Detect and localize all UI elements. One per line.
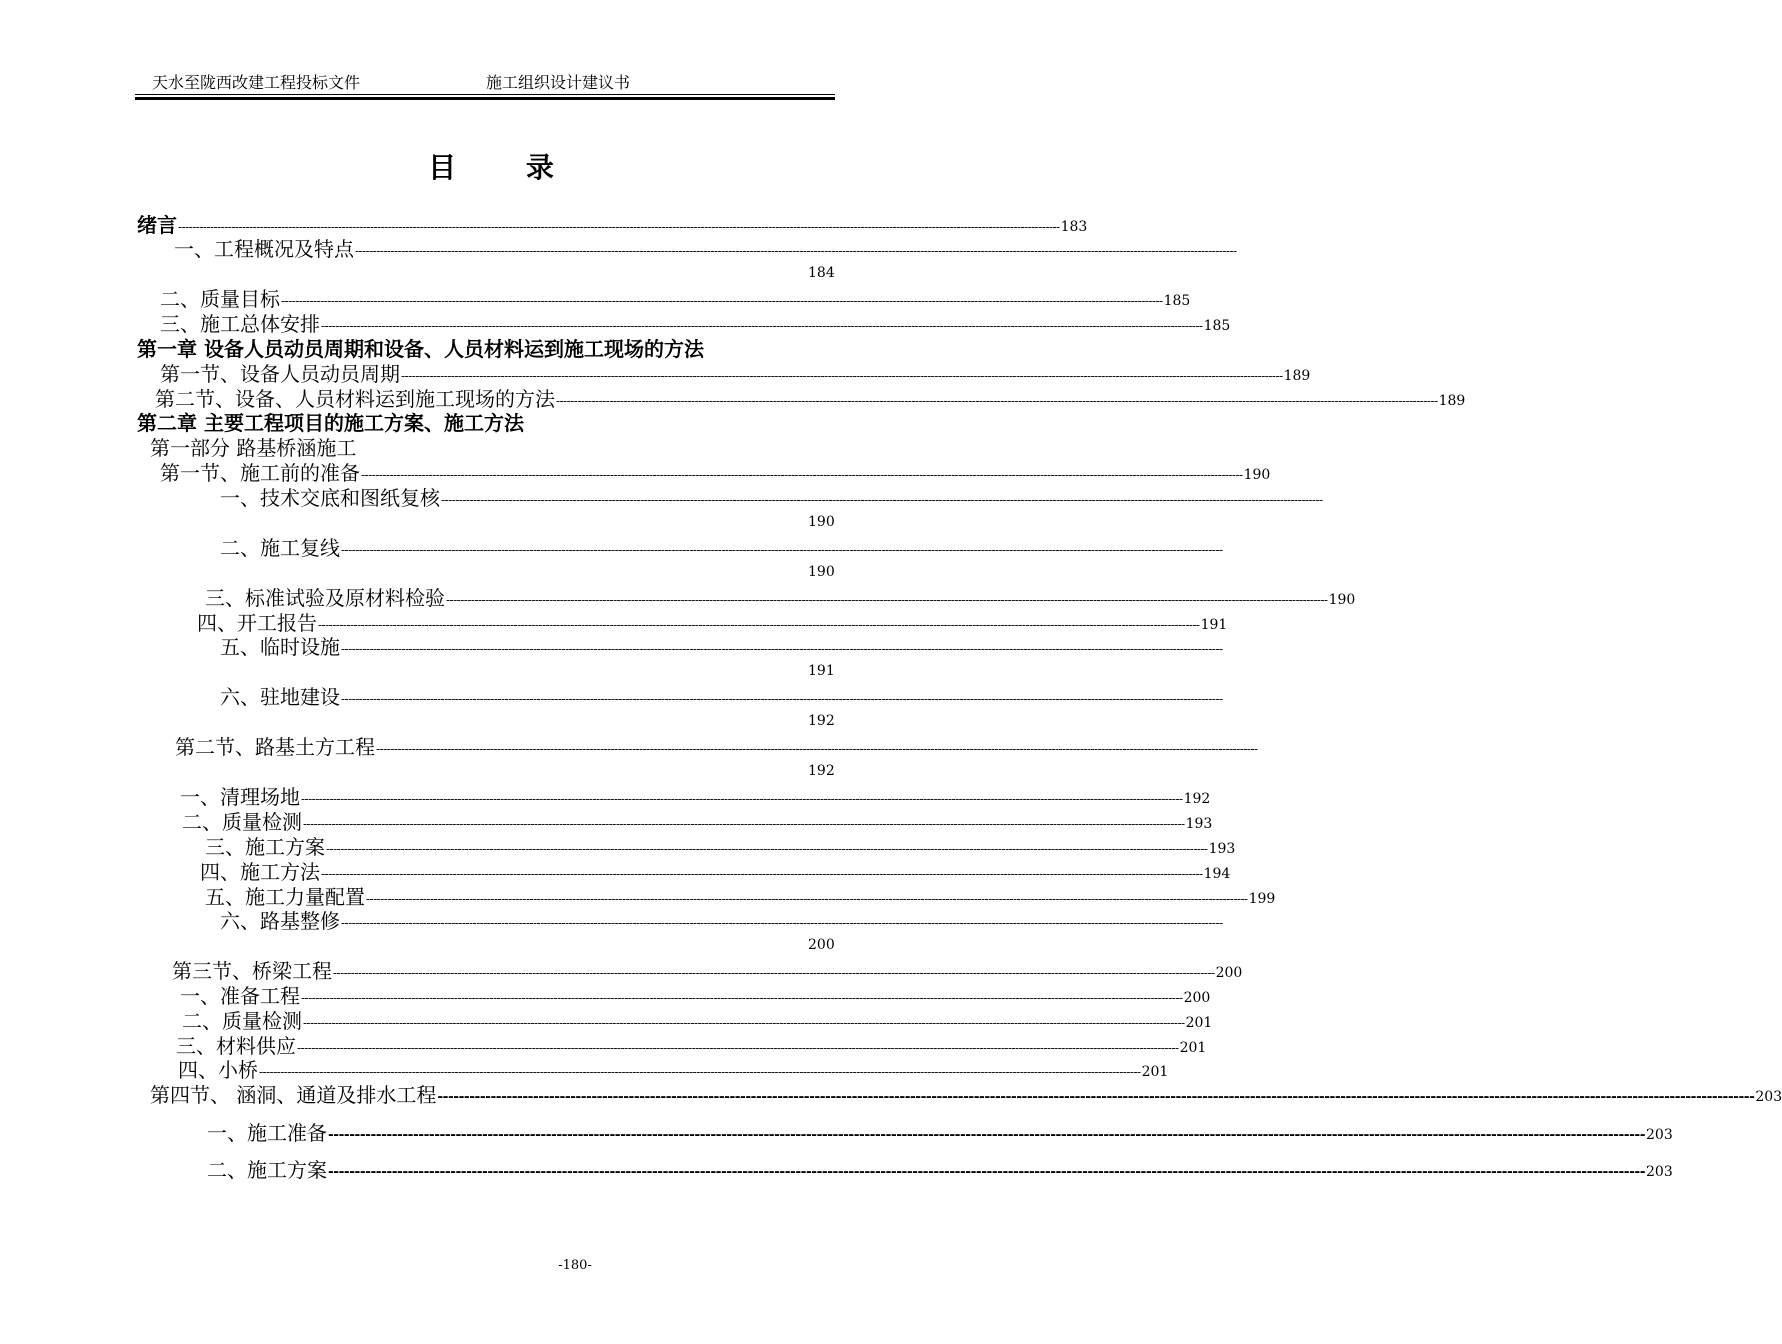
toc-entry[interactable]: [180, 984, 1211, 1008]
toc-chapter-heading[interactable]: [137, 411, 524, 435]
toc-entry[interactable]: [160, 461, 1271, 485]
toc-entry-label: 五、施工力量配置: [205, 885, 365, 909]
toc-entry-page: 183: [1060, 219, 1088, 235]
toc-entry-page: 191: [808, 663, 835, 679]
toc-entry-page: 185: [1163, 293, 1191, 309]
toc-entry[interactable]: [137, 213, 1088, 237]
toc-entry-label: 二、质量检测: [182, 810, 302, 834]
toc-dot-leader: --------------------------------------------------------------------------------------------------------------------------------------------------------------------------------------------------------------------------------------------------------: [303, 817, 1185, 831]
toc-dot-leader: --------------------------------------------------------------------------------------------------------------------------------------------------------------------------------------------------------------------------------------------------------: [297, 1041, 1179, 1055]
toc-entry-page: 193: [1185, 816, 1213, 832]
toc-entry[interactable]: [205, 586, 1356, 610]
toc-entry-label: 第四节、 涵洞、通道及排水工程: [150, 1083, 437, 1107]
toc-entry-page: 192: [808, 713, 835, 729]
toc-entry-label: 三、标准试验及原材料检验: [205, 586, 445, 610]
toc-dot-leader: --------------------------------------------------------------------------------------------------------------------------------------------------------------------------------------------------------------------------------------------------------: [259, 1065, 1141, 1079]
toc-dot-leader: --------------------------------------------------------------------------------------------------------------------------------------------------------------------------------------------------------------------------------------------------------: [556, 394, 1438, 408]
toc-entry-label: 三、施工方案: [205, 835, 325, 859]
toc-entry-page: 200: [1183, 990, 1211, 1006]
toc-entry-label: 绪言: [137, 213, 177, 237]
toc-entry-label: 三、施工总体安排: [160, 312, 320, 336]
toc-dot-leader: --------------------------------------------------------------------------------------------------------------------------------------------------------------------------------------------------------------------------------------------------------: [355, 244, 1237, 258]
toc-entry[interactable]: [150, 1083, 1782, 1107]
toc-entry-page: 185: [1203, 318, 1231, 334]
toc-entry-label: 一、清理场地: [180, 785, 300, 809]
toc-dot-leader: --------------------------------------------------------------------------------------------------------------------------------------------------------------------------------------------------------------------------------------------------------: [301, 991, 1183, 1005]
toc-entry[interactable]: [220, 635, 1223, 659]
toc-entry[interactable]: [174, 237, 1237, 261]
page-header-left: 天水至陇西改建工程投标文件: [152, 73, 361, 92]
page-number: -180-: [558, 1258, 592, 1273]
toc-part-heading[interactable]: [150, 436, 356, 460]
toc-entry[interactable]: [160, 312, 1231, 336]
toc-dot-leader: --------------------------------------------------------------------------------------------------------------------------------------------------------------------------------------------------------------------------------------------------------: [326, 842, 1208, 856]
toc-entry-page: 189: [1283, 368, 1311, 384]
toc-entry-label: 第二节、设备、人员材料运到施工现场的方法: [155, 387, 555, 411]
toc-entry-label: 一、准备工程: [180, 984, 300, 1008]
toc-entry-page: 190: [1328, 592, 1356, 608]
toc-entry-label: 第二章 主要工程项目的施工方案、施工方法: [137, 411, 524, 435]
toc-entry[interactable]: [178, 1058, 1169, 1082]
toc-entry-page: 201: [1179, 1040, 1207, 1056]
toc-dot-leader: --------------------------------------------------------------------------------------------------------------------------------------------------------------------------------------------------------------------------------------------------------: [366, 892, 1248, 906]
toc-entry[interactable]: [160, 362, 1311, 386]
toc-entry-label: 四、小桥: [178, 1058, 258, 1082]
toc-entry[interactable]: [205, 885, 1276, 909]
toc-entry[interactable]: [200, 860, 1231, 884]
toc-entry-page: 194: [1203, 866, 1231, 882]
toc-entry-label: 二、质量检测: [182, 1009, 302, 1033]
toc-dot-leader: --------------------------------------------------------------------------------------------------------------------------------------------------------------------------------------------------------------------------------------------------------: [321, 319, 1203, 333]
toc-entry-label: 第三节、桥梁工程: [172, 959, 332, 983]
toc-dot-leader: --------------------------------------------------------------------------------------------------------------------------------------------------------------------------------------------------------------------------------------------------------: [328, 1127, 1646, 1143]
toc-entry[interactable]: [220, 685, 1223, 709]
toc-entry-page: 203: [1755, 1089, 1782, 1105]
toc-entry-page: 190: [808, 514, 835, 530]
page-header-right: 施工组织设计建议书: [486, 73, 631, 92]
toc-dot-leader: --------------------------------------------------------------------------------------------------------------------------------------------------------------------------------------------------------------------------------------------------------: [401, 369, 1283, 383]
toc-entry-label: 第一节、施工前的准备: [160, 461, 360, 485]
toc-entry-page: 189: [1438, 393, 1466, 409]
toc-dot-leader: --------------------------------------------------------------------------------------------------------------------------------------------------------------------------------------------------------------------------------------------------------: [341, 543, 1223, 557]
toc-dot-leader: --------------------------------------------------------------------------------------------------------------------------------------------------------------------------------------------------------------------------------------------------------: [361, 468, 1243, 482]
toc-entry-label: 第二节、路基土方工程: [175, 735, 375, 759]
toc-entry[interactable]: [207, 1158, 1673, 1182]
toc-entry-label: 一、施工准备: [207, 1121, 327, 1145]
toc-entry-label: 五、临时设施: [220, 635, 340, 659]
toc-dot-leader: --------------------------------------------------------------------------------------------------------------------------------------------------------------------------------------------------------------------------------------------------------: [303, 1016, 1185, 1030]
toc-dot-leader: --------------------------------------------------------------------------------------------------------------------------------------------------------------------------------------------------------------------------------------------------------: [333, 966, 1215, 980]
toc-entry-page: 193: [1208, 841, 1236, 857]
toc-entry-page: 190: [1243, 467, 1271, 483]
toc-entry[interactable]: [207, 1121, 1673, 1145]
toc-entry[interactable]: [182, 810, 1213, 834]
toc-entry-page: 192: [1183, 791, 1211, 807]
toc-dot-leader: --------------------------------------------------------------------------------------------------------------------------------------------------------------------------------------------------------------------------------------------------------: [341, 692, 1223, 706]
toc-entry-label: 一、工程概况及特点: [174, 237, 354, 261]
toc-entry-page: 203: [1646, 1127, 1673, 1143]
toc-entry-label: 第一部分 路基桥涵施工: [150, 436, 357, 460]
toc-entry-label: 二、施工方案: [207, 1158, 327, 1182]
toc-dot-leader: --------------------------------------------------------------------------------------------------------------------------------------------------------------------------------------------------------------------------------------------------------: [341, 642, 1223, 656]
toc-dot-leader: --------------------------------------------------------------------------------------------------------------------------------------------------------------------------------------------------------------------------------------------------------: [318, 618, 1200, 632]
page-title: 目 录: [428, 151, 584, 184]
toc-dot-leader: --------------------------------------------------------------------------------------------------------------------------------------------------------------------------------------------------------------------------------------------------------: [441, 493, 1323, 507]
toc-dot-leader: --------------------------------------------------------------------------------------------------------------------------------------------------------------------------------------------------------------------------------------------------------: [446, 593, 1328, 607]
toc-entry[interactable]: [172, 959, 1243, 983]
toc-entry-label: 二、质量目标: [160, 287, 280, 311]
toc-chapter-heading[interactable]: [137, 337, 704, 361]
toc-entry-page: 192: [808, 763, 835, 779]
toc-entry-page: 200: [808, 937, 835, 953]
toc-entry-page: 203: [1646, 1164, 1673, 1180]
toc-entry-page: 191: [1200, 617, 1228, 633]
toc-dot-leader: --------------------------------------------------------------------------------------------------------------------------------------------------------------------------------------------------------------------------------------------------------: [437, 1089, 1755, 1105]
toc-entry-page: 201: [1185, 1015, 1213, 1031]
toc-dot-leader: --------------------------------------------------------------------------------------------------------------------------------------------------------------------------------------------------------------------------------------------------------: [328, 1164, 1646, 1180]
toc-entry-label: 三、材料供应: [176, 1034, 296, 1058]
toc-entry[interactable]: [220, 486, 1323, 510]
toc-entry-label: 二、施工复线: [220, 536, 340, 560]
toc-entry[interactable]: [180, 785, 1211, 809]
toc-entry-label: 一、技术交底和图纸复核: [220, 486, 440, 510]
toc-dot-leader: --------------------------------------------------------------------------------------------------------------------------------------------------------------------------------------------------------------------------------------------------------: [178, 220, 1060, 234]
toc-entry-page: 199: [1248, 891, 1276, 907]
toc-entry-label: 六、路基整修: [220, 909, 340, 933]
toc-entry-label: 第一章 设备人员动员周期和设备、人员材料运到施工现场的方法: [137, 337, 704, 361]
toc-entry[interactable]: [220, 536, 1223, 560]
toc-entry[interactable]: [197, 611, 1228, 635]
toc-entry[interactable]: [205, 835, 1236, 859]
toc-dot-leader: --------------------------------------------------------------------------------------------------------------------------------------------------------------------------------------------------------------------------------------------------------: [281, 294, 1163, 308]
toc-dot-leader: --------------------------------------------------------------------------------------------------------------------------------------------------------------------------------------------------------------------------------------------------------: [341, 916, 1223, 930]
toc-entry[interactable]: [155, 387, 1466, 411]
toc-entry-label: 四、施工方法: [200, 860, 320, 884]
toc-entry-page: 190: [808, 564, 835, 580]
toc-entry-label: 第一节、设备人员动员周期: [160, 362, 400, 386]
toc-entry-page: 200: [1215, 965, 1243, 981]
toc-entry[interactable]: [176, 1034, 1207, 1058]
toc-dot-leader: --------------------------------------------------------------------------------------------------------------------------------------------------------------------------------------------------------------------------------------------------------: [321, 867, 1203, 881]
toc-entry-page: 201: [1141, 1064, 1169, 1080]
toc-entry[interactable]: [220, 909, 1223, 933]
toc-entry-label: 四、开工报告: [197, 611, 317, 635]
toc-entry[interactable]: [182, 1009, 1213, 1033]
toc-entry[interactable]: [160, 287, 1191, 311]
toc-entry-label: 六、驻地建设: [220, 685, 340, 709]
toc-dot-leader: --------------------------------------------------------------------------------------------------------------------------------------------------------------------------------------------------------------------------------------------------------: [376, 742, 1258, 756]
toc-entry[interactable]: [175, 735, 1258, 759]
toc-entry-page: 184: [808, 265, 835, 281]
toc-dot-leader: --------------------------------------------------------------------------------------------------------------------------------------------------------------------------------------------------------------------------------------------------------: [301, 792, 1183, 806]
